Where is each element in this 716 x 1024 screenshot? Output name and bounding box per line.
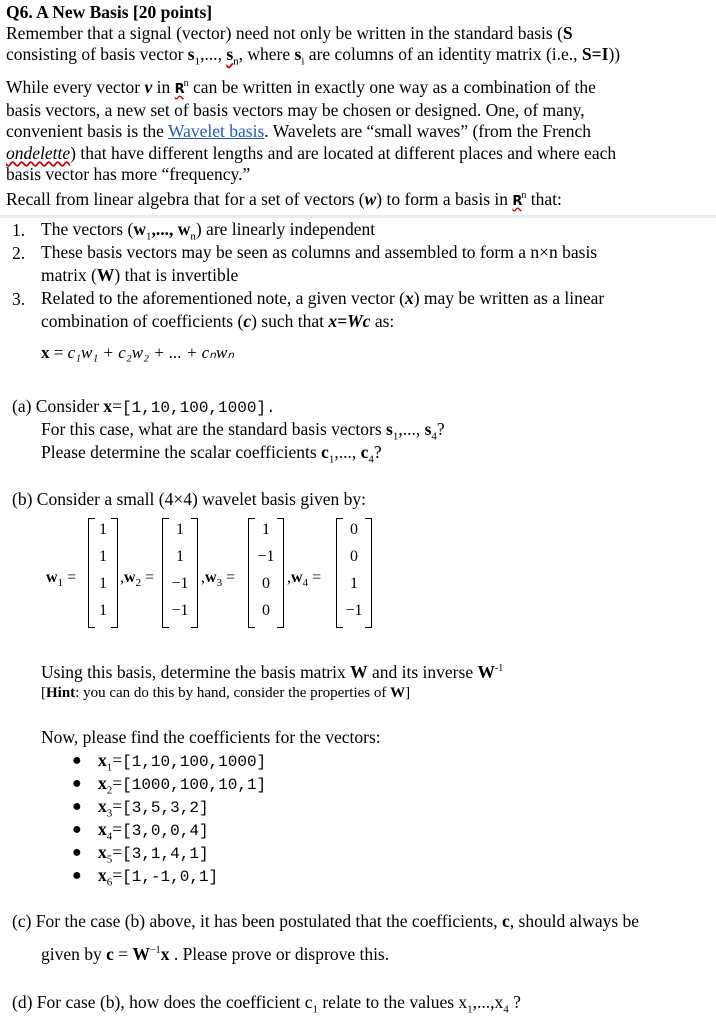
list-item: These basis vectors may be seen as columns and assembled to form a n×n basis matrix (W) that is invertible (41, 242, 598, 285)
intro-line-3: While every vector v in $R^n$ can be written in exactly one way as a combination of the (6, 76, 596, 97)
part-d-question: (d) For case (b), how does the coefficient $c_1$ relate to the values $x_1,...,x_4$ ? (12, 992, 521, 1016)
list-item: The vectors ($w_1$,..., $w_n$) are linearly independent (41, 219, 376, 243)
real-numbers-symbol: R (174, 81, 184, 97)
part-b-question: (b) Consider a small (4×4) wavelet basis given by: (12, 489, 366, 509)
list-item-number: 1. (12, 220, 26, 240)
part-c-equation-line: given by $c = W^{-1}x$ . Please prove or disprove this. (41, 944, 390, 964)
part-b-coefficients-prompt: Now, please find the coefficients for the vectors: (41, 727, 381, 747)
list-item: $x_4=[3,0,0,4]$ (98, 819, 209, 843)
part-a-standard-basis-question: For this case, what are the standard basis vectors $s_1$,..., $s_4$? (41, 419, 445, 443)
list-item: $x_1=[1,10,100,1000]$ (98, 750, 267, 774)
bullet-icon: ● (72, 867, 82, 884)
bullet-icon: ● (72, 821, 82, 838)
w1-vector: 1 1 1 1 (88, 518, 118, 628)
question-title: Q6. A New Basis [20 points] (6, 2, 213, 22)
bullet-icon: ● (72, 798, 82, 815)
list-item: Related to the aforementioned note, a given vector (x) may be written as a linear combination of coefficients (c) such that x=Wc as: (41, 288, 605, 331)
w1-label: $w_1$ = (46, 569, 77, 590)
intro-line-4: basis vectors, a new set of basis vectors may be chosen or designed. One, of many, (6, 100, 585, 121)
w2-label: $,w_2$ = (120, 569, 155, 590)
list-item-number: 2. (12, 243, 26, 263)
w2-vector: 1 1 −1 −1 (162, 518, 198, 628)
list-item: $x_6=[1,-1,0,1]$ (98, 865, 219, 889)
list-item: $x_3=[3,5,3,2]$ (98, 796, 209, 820)
list-item-number: 3. (12, 289, 26, 309)
list-item: $x_5=[3,1,4,1]$ (98, 842, 209, 866)
intro-line-6: ondelette) that have different lengths and are located at different places and where each (6, 142, 617, 163)
wavelet-basis-link[interactable]: Wavelet basis (168, 121, 265, 142)
intro-line-5: convenient basis is the Wavelet basis. Wavelets are “small waves” (from the French (6, 121, 592, 142)
w4-vector: 0 0 1 −1 (336, 518, 372, 628)
intro-line-8: Recall from linear algebra that for a set of vectors (w) to form a basis in $R^n$ that: (6, 188, 562, 209)
intro-line-1: Remember that a signal (vector) need not only be written in the standard basis (S (6, 23, 573, 44)
intro-line-2: consisting of basis vector $s_1$,..., $s_n$, where $s_i$ are columns of an identity matrix (i.e., S=I)) (6, 44, 621, 68)
w3-vector: 1 −1 0 0 (248, 518, 284, 628)
w4-label: $,w_4$ = (287, 569, 322, 590)
part-a-coefficients-question: Please determine the scalar coefficients $c_1$,..., $c_4$? (41, 442, 382, 466)
intro-line-7: basis vector has more “frequency.” (6, 163, 251, 184)
bullet-icon: ● (72, 775, 82, 792)
part-b-hint: [Hint: you can do this by hand, consider the properties of W] (41, 685, 411, 701)
linear-combination-equation: x = c₁w₁ + c₂w₂ + ... + cₙwₙ (41, 343, 235, 362)
bullet-icon: ● (72, 752, 82, 769)
bullet-icon: ● (72, 844, 82, 861)
part-c-question: (c) For the case (b) above, it has been postulated that the coefficients, c, should always be (12, 911, 640, 931)
part-a-question: (a) Consider x=[1,10,100,1000]. (12, 396, 276, 417)
w3-label: $,w_3$ = (201, 569, 236, 590)
part-b-basis-matrix-question: Using this basis, determine the basis matrix W and its inverse $W^{-1}$ (41, 662, 504, 682)
list-item: $x_2=[1000,100,10,1]$ (98, 773, 267, 797)
intro-section (6, 2, 710, 212)
